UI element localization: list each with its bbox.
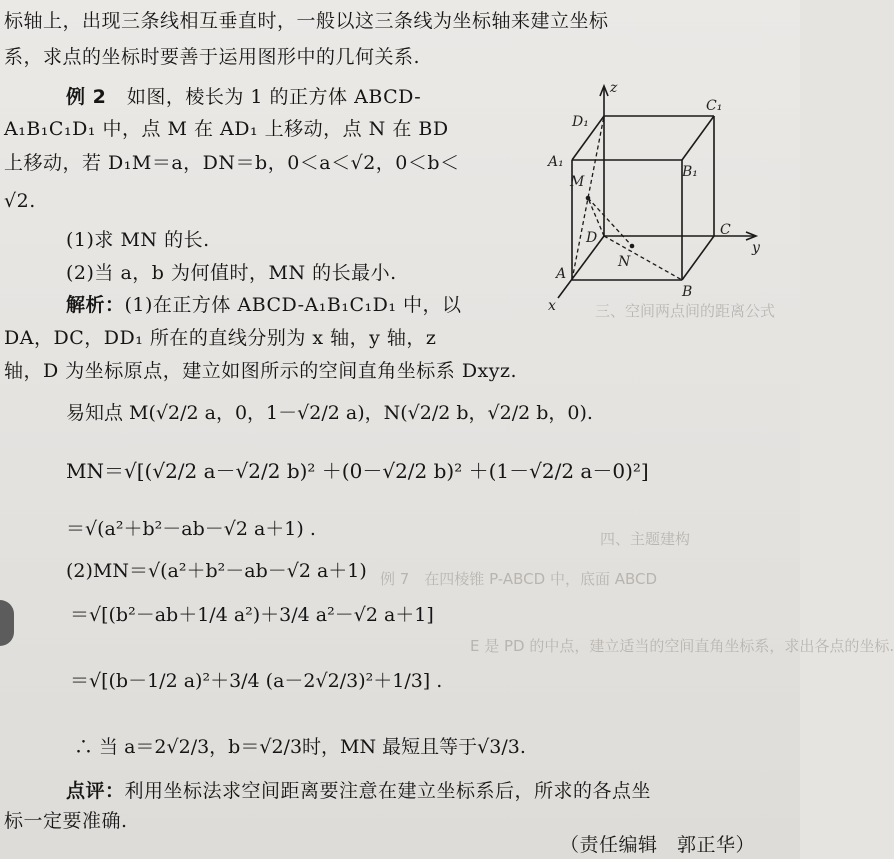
solution-heading bbox=[66, 292, 462, 318]
text-line: 上移动，若 D₁M＝a，DN＝b，0＜a＜√2，0＜b＜ bbox=[4, 152, 460, 174]
editor-credit: （责任编辑 郭正华） bbox=[560, 834, 756, 856]
point-m bbox=[586, 196, 591, 201]
bleed-text: 例 7 在四棱锥 P-ABCD 中，底面 ABCD bbox=[380, 570, 658, 588]
question-1: (1)求 MN 的长. bbox=[66, 229, 210, 251]
label-a: A bbox=[556, 266, 567, 282]
text-line: √2. bbox=[4, 190, 36, 212]
formula-step: ＝√[(b²－ab＋1/4 a²)＋3/4 a²－√2 a＋1] bbox=[70, 604, 434, 626]
text-line: 轴，D 为坐标原点，建立如图所示的空间直角坐标系 Dxyz. bbox=[4, 360, 518, 382]
bleed-text: 三、空间两点间的距离公式 bbox=[595, 302, 776, 320]
label-y: y bbox=[752, 240, 760, 256]
label-a1: A₁ bbox=[548, 154, 564, 170]
note-label: 点评： bbox=[66, 780, 125, 802]
solution-text: (1)在正方体 ABCD-A₁B₁C₁D₁ 中，以 bbox=[124, 294, 462, 316]
solution-label: 解析： bbox=[66, 294, 125, 316]
cube-figure bbox=[536, 76, 768, 316]
label-d1: D₁ bbox=[572, 114, 589, 130]
note-line bbox=[66, 778, 651, 804]
label-x: x bbox=[548, 298, 556, 314]
formula-mn: MN＝√[(√2/2 a－√2/2 b)² ＋(0－√2/2 b)² ＋(1－√2/2 a－0)²] bbox=[66, 459, 649, 483]
label-b1: B₁ bbox=[682, 164, 698, 180]
formula-conclusion: ∴ 当 a＝2√2/3，b＝√2/3时，MN 最短且等于√3/3. bbox=[74, 736, 526, 758]
label-m: M bbox=[570, 174, 585, 190]
example-text: 如图，棱长为 1 的正方体 ABCD- bbox=[126, 86, 422, 108]
label-d: D bbox=[586, 230, 598, 246]
bleed-text: 四、主题建构 bbox=[600, 530, 691, 548]
formula-mn-simplified: ＝√(a²＋b²－ab－√2 a＋1) . bbox=[66, 518, 316, 540]
text-line: 标轴上，出现三条线相互垂直时，一般以这三条线为坐标轴来建立坐标 bbox=[4, 10, 609, 32]
label-c: C bbox=[720, 222, 731, 238]
text-line: A₁B₁C₁D₁ 中，点 M 在 AD₁ 上移动，点 N 在 BD bbox=[4, 118, 449, 140]
formula-points: 易知点 M(√2/2 a，0，1－√2/2 a)，N(√2/2 b，√2/2 b，0). bbox=[66, 402, 593, 424]
label-n: N bbox=[618, 254, 631, 270]
formula-part2: (2)MN＝√(a²＋b²－ab－√2 a＋1) bbox=[66, 560, 367, 582]
example-label: 例 2 bbox=[66, 86, 107, 108]
page-edge-tab bbox=[0, 600, 14, 646]
label-c1: C₁ bbox=[706, 98, 723, 114]
text-line: 标一定要准确. bbox=[4, 810, 128, 832]
text-line: 系，求点的坐标时要善于运用图形中的几何关系. bbox=[4, 46, 421, 68]
point-n bbox=[630, 244, 635, 249]
question-2: (2)当 a，b 为何值时，MN 的长最小. bbox=[66, 262, 397, 284]
label-z: z bbox=[610, 80, 618, 96]
label-b: B bbox=[682, 284, 693, 300]
text-line: DA，DC，DD₁ 所在的直线分别为 x 轴，y 轴，z bbox=[4, 327, 437, 349]
example-heading bbox=[66, 84, 421, 110]
bleed-text: E 是 PD 的中点，建立适当的空间直角坐标系，求出各点的坐标. bbox=[470, 637, 894, 655]
formula-step: ＝√[(b－1/2 a)²＋3/4 (a－2√2/3)²＋1/3] . bbox=[70, 670, 443, 692]
note-text: 利用坐标法求空间距离要注意在建立坐标系后，所求的各点坐 bbox=[124, 780, 652, 802]
